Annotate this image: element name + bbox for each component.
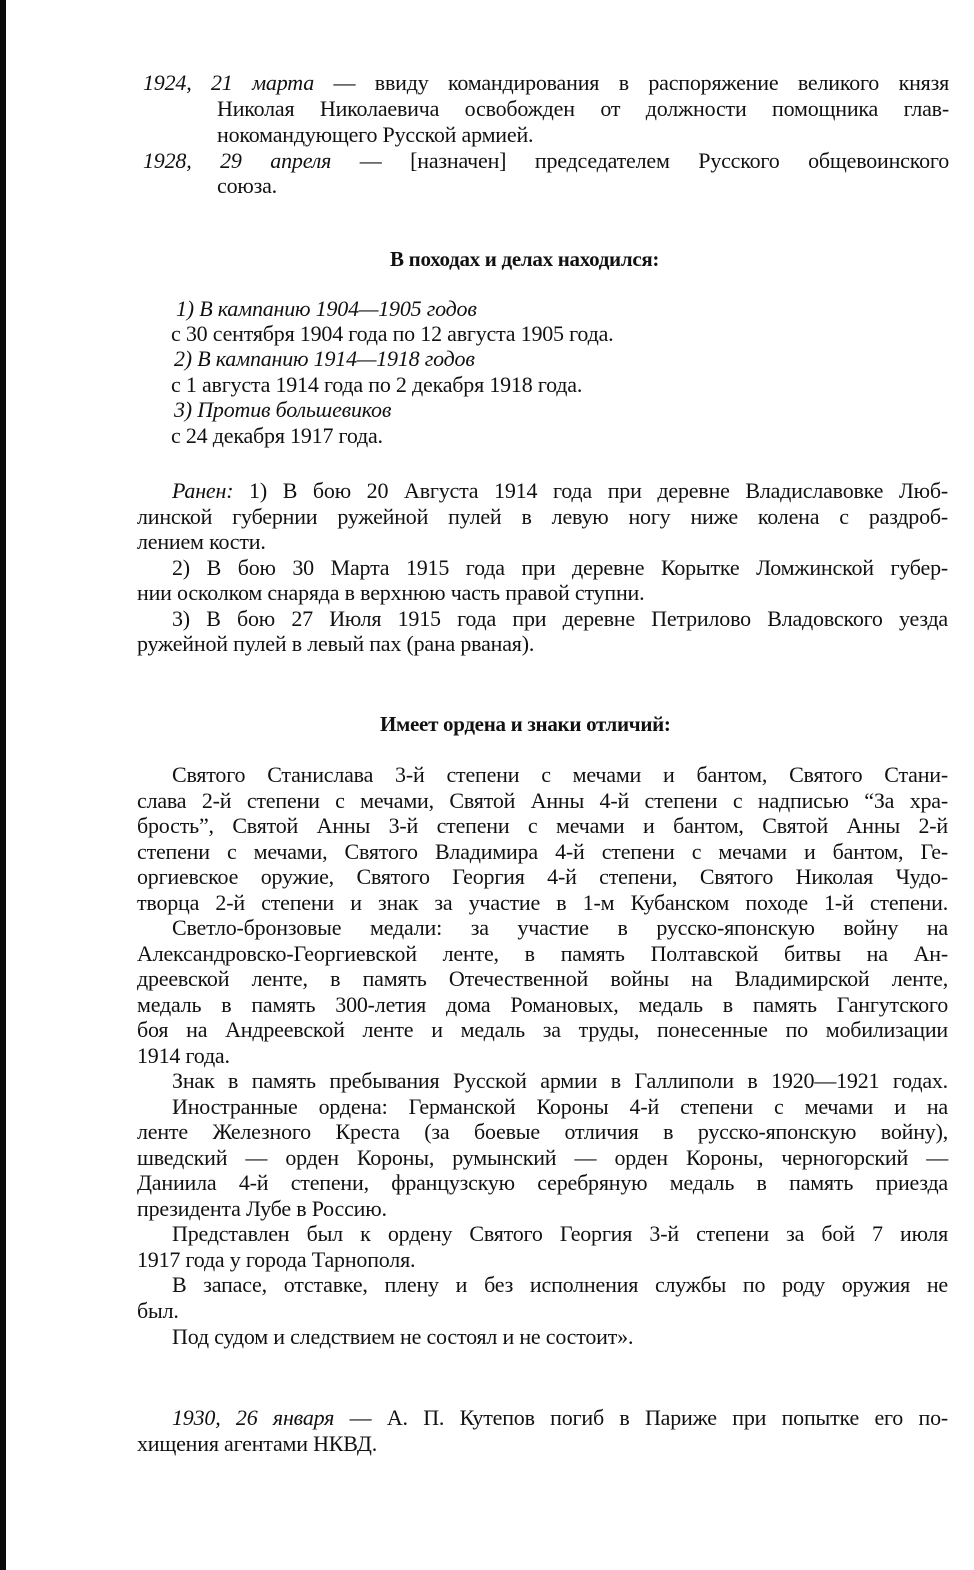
awards-line: медаль в память 300-летия дома Романовых, медаль в память Гангутского: [137, 992, 948, 1017]
dash: —: [314, 70, 375, 95]
entry-text: А. П. Кутепов погиб в Париже при попытке его по-: [386, 1405, 949, 1430]
page-edge-shadow: [0, 0, 6, 1570]
awards-line: В запасе, отставке, плену и без исполнения службы по роду оружия не: [172, 1272, 948, 1297]
awards-line: был.: [137, 1298, 179, 1323]
dash: —: [331, 148, 411, 173]
awards-line: творца 2-й степени и знак за участие в 1-м Кубанском походе 1-й степени.: [137, 890, 948, 915]
awards-line: оргиевское оружие, Святого Георгия 4-й степени, Святого Николая Чудо-: [137, 864, 948, 889]
campaign-period: с 30 сентября 1904 года по 12 августа 1905 года.: [171, 321, 614, 346]
section-heading-awards: Имеет ордена и знаки отличий:: [380, 712, 671, 736]
awards-line: 1914 года.: [137, 1043, 230, 1068]
wounds-line-7: ружейной пулей в левый пах (рана рваная).: [137, 631, 535, 656]
awards-line: Светло-бронзовые медали: за участие в русско-японскую войну на: [172, 915, 948, 940]
wound-text: 1) В бою 20 Августа 1914 года при деревне Владиславовке Люб-: [233, 478, 948, 503]
entry-date: 1928, 29 апреля: [143, 148, 332, 173]
section-heading-campaigns: В походах и делах находился:: [390, 247, 660, 271]
wounds-line-2: линской губернии ружейной пулей в левую ногу ниже колена с раздроб-: [137, 504, 948, 529]
wounds-line-1: [172, 478, 948, 504]
awards-line: Представлен был к ордену Святого Георгия 3-й степени за бой 7 июля: [172, 1221, 948, 1246]
chronology-entry-1924-line-1: [143, 70, 949, 96]
awards-line: Даниила 4-й степени, французскую серебряную медаль в память приезда: [137, 1170, 948, 1195]
chronology-entry-1930-line-2: хищения агентами НКВД.: [137, 1431, 378, 1456]
wounds-line-6: 3) В бою 27 Июля 1915 года при деревне Петрилово Владовского уезда: [172, 606, 948, 631]
awards-line: Под судом и следствием не состоял и не состоит».: [172, 1324, 634, 1349]
awards-line: президента Лубе в Россию.: [137, 1196, 387, 1221]
chronology-entry-1928-line-1: [143, 148, 949, 174]
awards-line: слава 2-й степени с мечами, Святой Анны 4-й степени с надписью “За хра-: [137, 788, 948, 813]
campaign-period: с 24 декабря 1917 года.: [171, 423, 383, 448]
wounds-line-3: лением кости.: [137, 529, 266, 554]
awards-line: Александровско-Георгиевской ленте, в память Полтавской битвы на Ан-: [137, 941, 948, 966]
chronology-entry-1928-line-2: союза.: [217, 173, 277, 198]
entry-text: ввиду командирования в распоряжение великого князя: [374, 70, 949, 95]
awards-line: шведский — орден Короны, румынский — орден Короны, черногорский —: [137, 1145, 948, 1170]
awards-line: ленте Железного Креста (за боевые отличия в русско-японскую войну),: [137, 1119, 948, 1144]
wounds-line-4: 2) В бою 30 Марта 1915 года при деревне Корытке Ломжинской губер-: [172, 555, 948, 580]
awards-line: Знак в память пребывания Русской армии в Галлиполи в 1920—1921 годах.: [172, 1068, 948, 1093]
awards-line: дреевской ленте, в память Отечественной войны на Владимирской ленте,: [137, 966, 948, 991]
awards-line: Святого Станислава 3-й степени с мечами и бантом, Святого Стани-: [172, 762, 948, 787]
campaign-title: 1) В кампанию 1904—1905 годов: [176, 296, 477, 321]
campaign-title: 3) Против большевиков: [174, 397, 392, 422]
chronology-entry-1924-line-3: нокомандующего Русской армией.: [217, 122, 534, 147]
entry-date: 1924, 21 марта: [143, 70, 314, 95]
dash: —: [334, 1405, 387, 1430]
wounds-line-5: нии осколком снаряда в верхнюю часть правой ступни.: [137, 580, 645, 605]
chronology-entry-1930-line-1: [172, 1405, 948, 1431]
awards-line: 1917 года у города Тарнополя.: [137, 1247, 416, 1272]
wounds-label: Ранен:: [172, 478, 234, 503]
awards-line: степени с мечами, Святого Владимира 4-й степени с мечами и бантом, Ге-: [137, 839, 948, 864]
awards-line: брость”, Святой Анны 3-й степени с мечами и бантом, Святой Анны 2-й: [137, 813, 948, 838]
chronology-entry-1924-line-2: Николая Николаевича освобожден от должности помощника глав-: [217, 96, 949, 121]
awards-line: боя на Андреевской ленте и медаль за труды, понесенные по мобилизации: [137, 1017, 948, 1042]
awards-line: Иностранные ордена: Германской Короны 4-й степени с мечами и на: [172, 1094, 948, 1119]
entry-text: [назначен] председателем Русского общевоинского: [410, 148, 949, 173]
campaign-title: 2) В кампанию 1914—1918 годов: [174, 346, 475, 371]
campaign-period: с 1 августа 1914 года по 2 декабря 1918 года.: [171, 372, 583, 397]
entry-date: 1930, 26 января: [172, 1405, 335, 1430]
